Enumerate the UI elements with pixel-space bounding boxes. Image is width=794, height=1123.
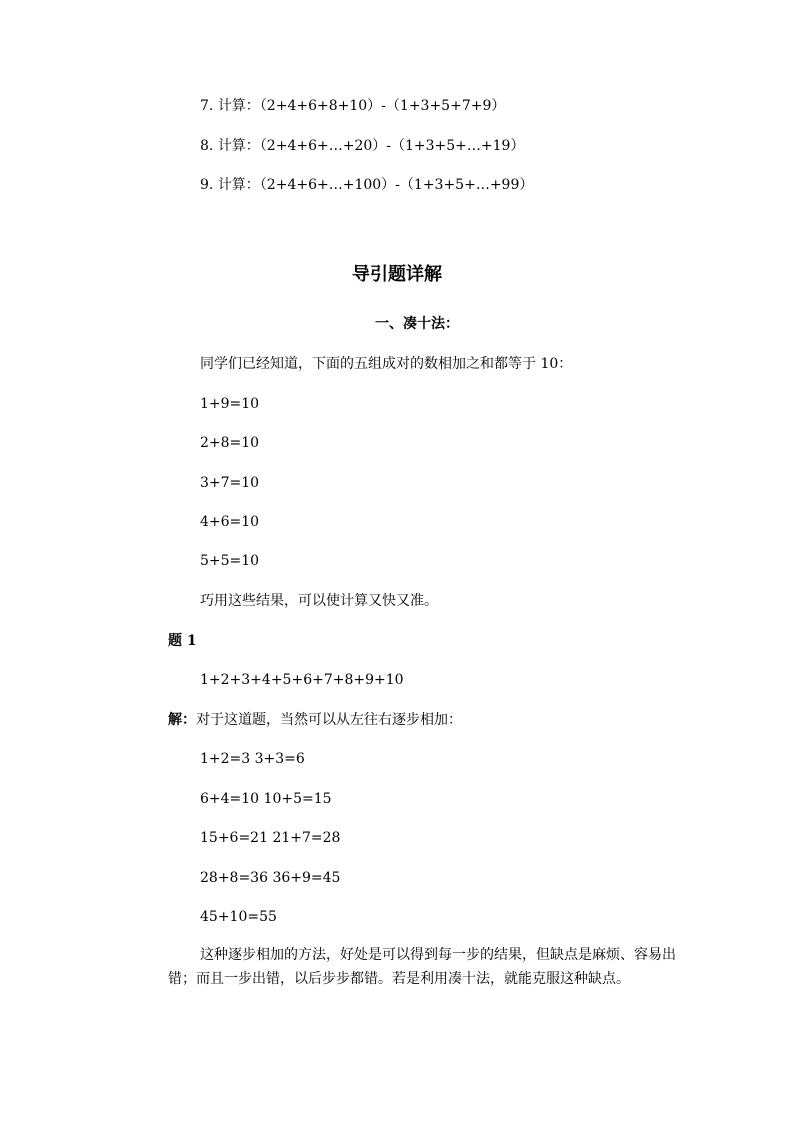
problem-label: 计算： (217, 177, 260, 193)
pair-equation: 2+8=10 (200, 435, 260, 451)
problem-expression: （2+4+6+…+100）-（1+3+5+…+99） (259, 177, 534, 193)
solution-line (168, 710, 462, 730)
subsection-title: 一、凑十法： (375, 316, 459, 332)
step-line: 15+6=21 21+7=28 (200, 830, 341, 846)
pair-equation: 1+9=10 (200, 396, 260, 412)
solution-label: 解： (168, 712, 196, 728)
problem-expression: （2+4+6+…+20）-（1+3+5+…+19） (259, 138, 525, 154)
problem-label: 计算： (217, 138, 260, 154)
conclusion-paragraph: 这种逐步相加的方法，好处是可以得到每一步的结果，但缺点是麻烦、容易出错；而且一步出错，以后步步都错。若是利用凑十法，就能克服这种缺点。 (168, 947, 676, 987)
question-expression: 1+2+3+4+5+6+7+8+9+10 (200, 672, 404, 688)
tip-text: 巧用这些结果，可以使计算又快又准。 (200, 593, 438, 609)
step-line: 28+8=36 36+9=45 (200, 870, 341, 886)
problem-8 (200, 136, 524, 156)
intro-text: 同学们已经知道，下面的五组成对的数相加之和都等于 10： (200, 356, 573, 372)
step-line: 45+10=55 (200, 909, 277, 925)
problem-number: 8. (200, 138, 214, 154)
problem-number: 7. (200, 98, 214, 114)
problem-7 (200, 96, 505, 116)
step-line: 6+4=10 10+5=15 (200, 791, 332, 807)
problem-expression: （2+4+6+8+10）-（1+3+5+7+9） (259, 98, 506, 114)
problem-label: 计算： (217, 98, 260, 114)
solution-text: 对于这道题，当然可以从左往右逐步相加： (196, 712, 462, 728)
pair-equation: 5+5=10 (200, 553, 260, 569)
section-title: 导引题详解 (352, 264, 442, 285)
problem-number: 9. (200, 177, 214, 193)
question-label: 题 1 (168, 633, 197, 649)
step-line: 1+2=3 3+3=6 (200, 751, 305, 767)
problem-9 (200, 175, 533, 195)
pair-equation: 3+7=10 (200, 475, 260, 491)
pair-equation: 4+6=10 (200, 514, 260, 530)
